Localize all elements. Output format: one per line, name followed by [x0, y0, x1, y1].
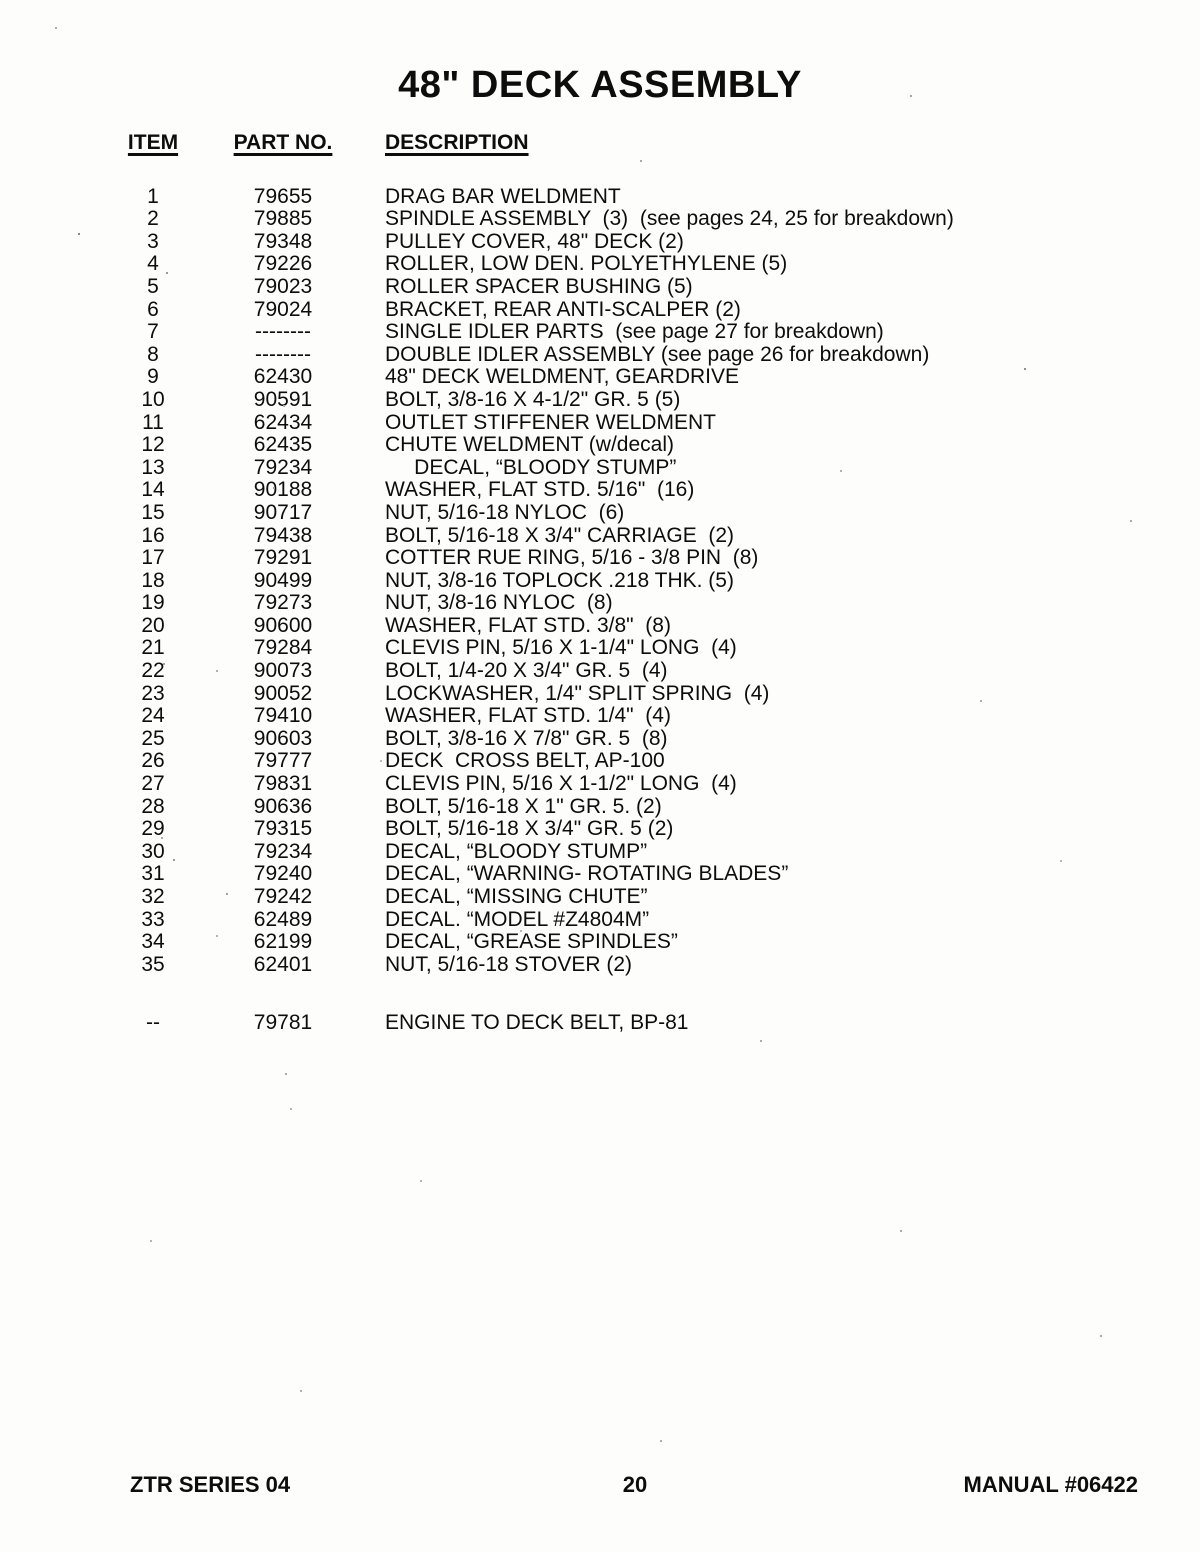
table-row: [0, 592, 1200, 615]
table-row: [0, 366, 1200, 389]
description-cell: NUT, 3/8-16 TOPLOCK .218 THK. (5): [385, 568, 734, 592]
description-cell: NUT, 3/8-16 NYLOC (8): [385, 591, 613, 615]
item-number-cell: 15: [141, 500, 165, 524]
description-cell: DECAL, “MISSING CHUTE”: [385, 885, 648, 908]
part-number-cell: 90073: [253, 659, 313, 683]
part-number-cell: 90188: [253, 478, 313, 502]
table-row: [0, 570, 1200, 593]
table-row: [0, 208, 1200, 231]
item-number-cell: 22: [141, 659, 165, 683]
item-number-cell: 10: [141, 387, 165, 411]
table-row: [0, 321, 1200, 344]
table-row: [0, 344, 1200, 367]
part-number-cell: 79226: [253, 252, 313, 276]
table-row: [0, 773, 1200, 796]
part-number-cell: 79438: [253, 523, 313, 547]
part-number-cell: 79831: [253, 772, 313, 796]
table-row: [0, 389, 1200, 412]
part-number-cell: 79655: [253, 184, 313, 208]
item-number-cell: 6: [147, 297, 159, 321]
item-number-cell: 31: [141, 862, 165, 886]
description-cell: NUT, 5/16-18 STOVER (2): [385, 952, 633, 976]
description-cell: WASHER, FLAT STD. 1/4" (4): [385, 704, 671, 728]
item-number-cell: 8: [147, 342, 159, 366]
part-number-cell: 90600: [253, 613, 313, 637]
table-row: [0, 637, 1200, 660]
table-row: [0, 253, 1200, 276]
description-cell: CLEVIS PIN, 5/16 X 1-1/4" LONG (4): [385, 636, 737, 660]
table-row: [0, 525, 1200, 548]
description-cell: ROLLER SPACER BUSHING (5): [385, 274, 693, 298]
part-number-cell: --------: [255, 320, 311, 344]
table-header-row: [0, 132, 1200, 155]
item-number-cell: --: [146, 1011, 160, 1035]
description-cell: NUT, 5/16-18 NYLOC (6): [385, 500, 625, 524]
part-number-cell: 79234: [253, 455, 313, 479]
item-number-cell: 21: [141, 636, 165, 660]
item-number-cell: 35: [141, 952, 165, 976]
table-row: [0, 796, 1200, 819]
description-cell: BOLT, 1/4-20 X 3/4" GR. 5 (4): [385, 659, 668, 683]
footer-manual-number: MANUAL #06422: [963, 1472, 1138, 1497]
description-cell: SINGLE IDLER PARTS (see page 27 for breakdown): [385, 320, 884, 344]
part-number-cell: 79242: [253, 885, 313, 908]
column-header-description: DESCRIPTION: [385, 131, 529, 154]
column-header-part-no: PART NO.: [233, 131, 333, 154]
part-number-cell: 90591: [253, 387, 313, 411]
description-cell: BOLT, 3/8-16 X 4-1/2" GR. 5 (5): [385, 387, 681, 411]
part-number-cell: 79410: [253, 704, 313, 728]
table-row: [0, 660, 1200, 683]
item-number-cell: 32: [141, 885, 165, 908]
table-row: [0, 547, 1200, 570]
item-number-cell: 28: [141, 794, 165, 818]
item-number-cell: 14: [141, 478, 165, 502]
part-number-cell: 62489: [253, 907, 313, 931]
item-number-cell: 2: [147, 207, 159, 231]
part-number-cell: 79023: [253, 274, 313, 298]
page-footer: [0, 1474, 1200, 1497]
table-row: [0, 683, 1200, 706]
parts-table: [0, 132, 1200, 1035]
table-row: [0, 615, 1200, 638]
part-number-cell: 79284: [253, 636, 313, 660]
item-number-cell: 1: [147, 184, 159, 208]
item-number-cell: 4: [147, 252, 159, 276]
description-cell: BRACKET, REAR ANTI-SCALPER (2): [385, 297, 741, 321]
description-cell: BOLT, 5/16-18 X 3/4" GR. 5 (2): [385, 817, 674, 841]
parts-table-body: [0, 186, 1200, 1035]
description-cell: DECAL, “GREASE SPINDLES”: [385, 930, 678, 954]
part-number-cell: --------: [255, 342, 311, 366]
description-cell: ENGINE TO DECK BELT, BP-81: [385, 1011, 689, 1035]
table-row: [0, 479, 1200, 502]
description-cell: DRAG BAR WELDMENT: [385, 184, 621, 208]
part-number-cell: 62430: [253, 365, 313, 389]
description-cell: ROLLER, LOW DEN. POLYETHYLENE (5): [385, 252, 788, 276]
part-number-cell: 90052: [253, 681, 313, 705]
part-number-cell: 62434: [253, 410, 313, 434]
item-number-cell: 23: [141, 681, 165, 705]
table-row: [0, 909, 1200, 932]
part-number-cell: 90499: [253, 568, 313, 592]
part-number-cell: 79234: [253, 839, 313, 863]
description-cell: BOLT, 5/16-18 X 3/4" CARRIAGE (2): [385, 523, 735, 547]
part-number-cell: 62435: [253, 433, 313, 457]
part-number-cell: 79781: [253, 1011, 313, 1035]
table-row: [0, 299, 1200, 322]
item-number-cell: 3: [147, 229, 159, 253]
part-number-cell: 79024: [253, 297, 313, 321]
description-cell: DECAL, “BLOODY STUMP”: [385, 455, 677, 479]
description-cell: DOUBLE IDLER ASSEMBLY (see page 26 for breakdown): [385, 342, 930, 366]
part-number-cell: 90603: [253, 726, 313, 750]
part-number-cell: 79273: [253, 591, 313, 615]
description-cell: OUTLET STIFFENER WELDMENT: [385, 410, 716, 434]
table-row: [0, 863, 1200, 886]
part-number-cell: 62401: [253, 952, 313, 976]
item-number-cell: 25: [141, 726, 165, 750]
item-number-cell: 29: [141, 817, 165, 841]
item-number-cell: 5: [147, 274, 159, 298]
table-row: [0, 502, 1200, 525]
item-number-cell: 13: [141, 455, 165, 479]
description-cell: DECAL. “MODEL #Z4804M”: [385, 907, 650, 931]
description-cell: DECAL, “BLOODY STUMP”: [385, 839, 648, 863]
description-cell: COTTER RUE RING, 5/16 - 3/8 PIN (8): [385, 546, 759, 570]
table-row: [0, 841, 1200, 864]
part-number-cell: 79777: [253, 749, 313, 773]
part-number-cell: 79885: [253, 207, 313, 231]
table-row: [0, 931, 1200, 954]
description-cell: BOLT, 5/16-18 X 1" GR. 5. (2): [385, 794, 662, 818]
table-row: [0, 1012, 1200, 1035]
page-title: 48" DECK ASSEMBLY: [398, 64, 802, 106]
footer-page-number: 20: [622, 1472, 648, 1497]
item-number-cell: 34: [141, 930, 165, 954]
item-number-cell: 20: [141, 613, 165, 637]
description-cell: BOLT, 3/8-16 X 7/8" GR. 5 (8): [385, 726, 668, 750]
part-number-cell: 62199: [253, 930, 313, 954]
scan-noise-speckles: [0, 0, 2, 2]
table-row: [0, 750, 1200, 773]
part-number-cell: 79291: [253, 546, 313, 570]
table-row: [0, 276, 1200, 299]
part-number-cell: 79240: [253, 862, 313, 886]
table-row: [0, 728, 1200, 751]
item-number-cell: 33: [141, 907, 165, 931]
table-row: [0, 954, 1200, 977]
item-number-cell: 24: [141, 704, 165, 728]
description-cell: SPINDLE ASSEMBLY (3) (see pages 24, 25 for breakdown): [385, 207, 954, 231]
item-number-cell: 16: [141, 523, 165, 547]
item-number-cell: 18: [141, 568, 165, 592]
description-cell: CLEVIS PIN, 5/16 X 1-1/2" LONG (4): [385, 772, 737, 796]
item-number-cell: 17: [141, 546, 165, 570]
item-number-cell: 19: [141, 591, 165, 615]
table-row: [0, 886, 1200, 909]
table-row: [0, 818, 1200, 841]
description-cell: CHUTE WELDMENT (w/decal): [385, 433, 674, 457]
part-number-cell: 90717: [253, 500, 313, 524]
part-number-cell: 90636: [253, 794, 313, 818]
description-cell: LOCKWASHER, 1/4" SPLIT SPRING (4): [385, 681, 770, 705]
item-number-cell: 12: [141, 433, 165, 457]
column-header-item: ITEM: [127, 131, 179, 154]
description-cell: DECK CROSS BELT, AP-100: [385, 749, 665, 773]
footer-series-label: ZTR SERIES 04: [130, 1472, 291, 1497]
part-number-cell: 79348: [253, 229, 313, 253]
description-cell: DECAL, “WARNING- ROTATING BLADES”: [385, 862, 789, 886]
item-number-cell: 9: [147, 365, 159, 389]
part-number-cell: 79315: [253, 817, 313, 841]
description-cell: 48" DECK WELDMENT, GEARDRIVE: [385, 365, 740, 389]
table-row: [0, 434, 1200, 457]
item-number-cell: 26: [141, 749, 165, 773]
item-number-cell: 27: [141, 772, 165, 796]
description-cell: PULLEY COVER, 48" DECK (2): [385, 229, 684, 253]
item-number-cell: 11: [142, 410, 164, 434]
item-number-cell: 7: [147, 320, 159, 344]
table-row: [0, 412, 1200, 435]
description-cell: WASHER, FLAT STD. 3/8" (8): [385, 613, 671, 637]
description-cell: WASHER, FLAT STD. 5/16" (16): [385, 478, 695, 502]
table-row: [0, 186, 1200, 209]
table-row: [0, 705, 1200, 728]
table-row: [0, 231, 1200, 254]
table-row: [0, 457, 1200, 480]
item-number-cell: 30: [141, 839, 165, 863]
